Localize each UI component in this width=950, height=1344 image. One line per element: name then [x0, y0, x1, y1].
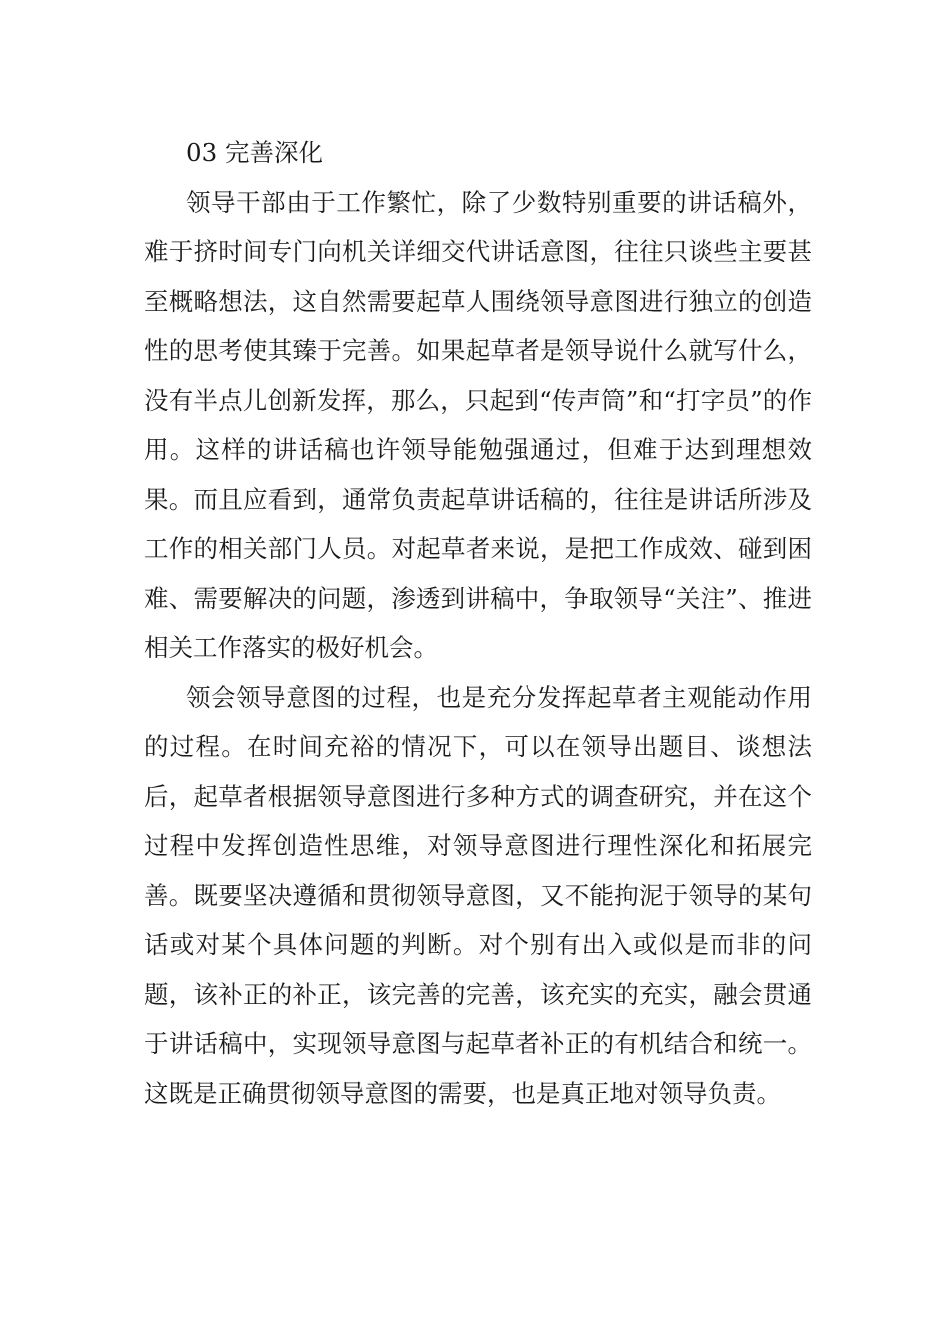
- paragraph-1: 领导干部由于工作繁忙，除了少数特别重要的讲话稿外，难于挤时间专门向机关详细交代讲话意图，往往只谈些主要甚至概略想法，这自然需要起草人围绕领导意图进行独立的创造性的思考使其臻于完善。如果起草者是领导说什么就写什么，没有半点儿创新发挥，那么，只起到“传声筒”和“打字员”的作用。这样的讲话稿也许领导能勉强通过，但难于达到理想效果。而且应看到，通常负责起草讲话稿的，往往是讲话所涉及工作的相关部门人员。对起草者来说，是把工作成效、碰到困难、需要解决的问题，渗透到讲稿中，争取领导“关注”、推进相关工作落实的极好机会。: [144, 187, 812, 662]
- section-heading: 03 完善深化: [186, 138, 323, 167]
- document-body: [144, 128, 812, 1118]
- paragraph-2: 领会领导意图的过程，也是充分发挥起草者主观能动作用的过程。在时间充裕的情况下，可以在领导出题目、谈想法后，起草者根据领导意图进行多种方式的调查研究，并在这个过程中发挥创造性思维，对领导意图进行理性深化和拓展完善。既要坚决遵循和贯彻领导意图，又不能拘泥于领导的某句话或对某个具体问题的判断。对个别有出入或似是而非的问题，该补正的补正，该完善的完善，该充实的充实，融会贯通于讲话稿中，实现领导意图与起草者补正的有机结合和统一。这既是正确贯彻领导意图的需要，也是真正地对领导负责。: [144, 682, 812, 1108]
